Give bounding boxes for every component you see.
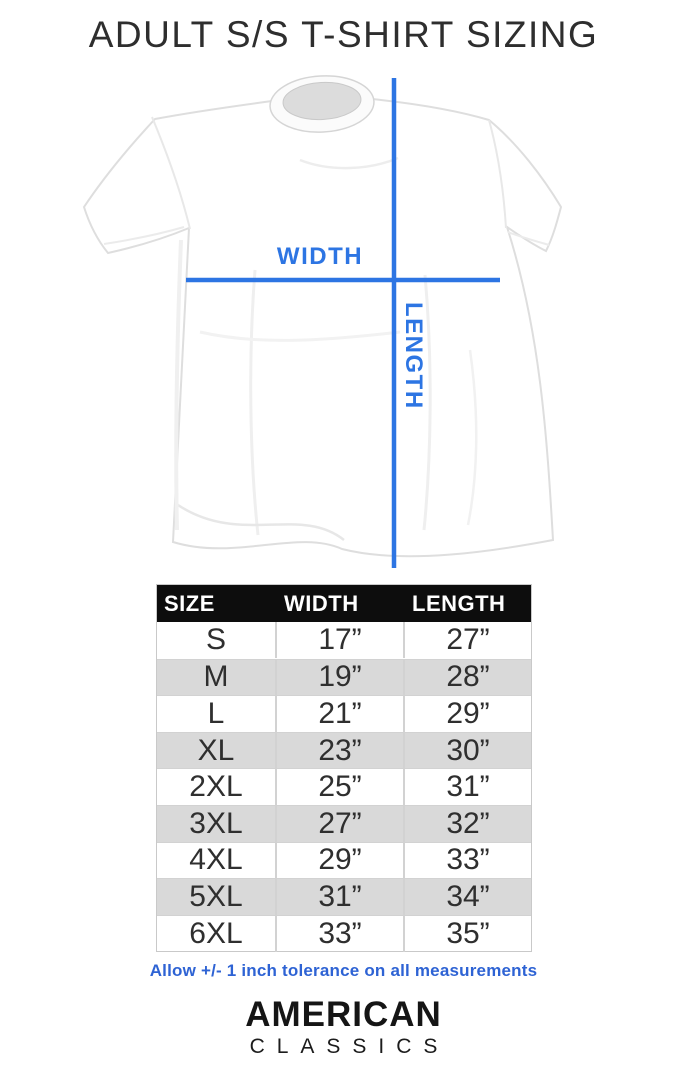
table-row-3xl: [157, 805, 531, 842]
cell-size: L: [207, 696, 225, 730]
table-row-s: [157, 622, 531, 659]
cell-width: 31”: [275, 879, 405, 915]
cell-width: 27”: [275, 806, 405, 842]
cell-width: 17”: [275, 622, 405, 658]
size-table-body: [157, 622, 531, 951]
table-row-xl: [157, 732, 531, 769]
cell-length: 30”: [446, 733, 490, 767]
cell-width: 23”: [275, 733, 405, 769]
cell-size: 4XL: [189, 843, 243, 877]
cell-size: XL: [197, 733, 235, 767]
brand-name-classics: CLASSICS: [249, 1035, 450, 1058]
cell-size: 5XL: [189, 879, 243, 913]
cell-size: 6XL: [189, 916, 243, 950]
tolerance-note: Allow +/- 1 inch tolerance on all measurements: [149, 961, 538, 980]
header-size: SIZE: [164, 590, 215, 616]
cell-size: S: [205, 623, 226, 657]
table-row-4xl: [157, 842, 531, 879]
cell-width: 33”: [275, 916, 405, 952]
cell-length: 29”: [446, 696, 490, 730]
page-title: ADULT S/S T-SHIRT SIZING: [88, 14, 599, 55]
brand-logo: [0, 997, 687, 1059]
table-row-6xl: [157, 915, 531, 952]
cell-length: 31”: [446, 770, 490, 804]
table-row-l: [157, 695, 531, 732]
cell-length: 33”: [446, 843, 490, 877]
table-row-2xl: [157, 768, 531, 805]
size-table: [156, 584, 532, 952]
table-row-m: [157, 659, 531, 696]
cell-width: 21”: [275, 696, 405, 732]
table-row-5xl: [157, 878, 531, 915]
header-width: WIDTH: [275, 591, 405, 617]
cell-width: 25”: [275, 769, 405, 805]
cell-length: 28”: [446, 660, 490, 694]
cell-size: M: [203, 660, 229, 694]
header-length: LENGTH: [412, 590, 506, 616]
cell-size: 3XL: [189, 806, 243, 840]
cell-width: 19”: [275, 659, 405, 695]
cell-length: 34”: [446, 879, 490, 913]
cell-length: 32”: [446, 806, 490, 840]
length-measure-label: LENGTH: [400, 302, 427, 410]
cell-length: 35”: [446, 916, 490, 950]
cell-width: 29”: [275, 842, 405, 878]
width-measure-label: WIDTH: [276, 243, 364, 270]
cell-length: 27”: [446, 623, 490, 657]
size-table-header-row: [157, 585, 531, 622]
brand-name-american: AMERICAN: [245, 995, 442, 1034]
tshirt-body: [84, 83, 561, 556]
cell-size: 2XL: [189, 770, 243, 804]
